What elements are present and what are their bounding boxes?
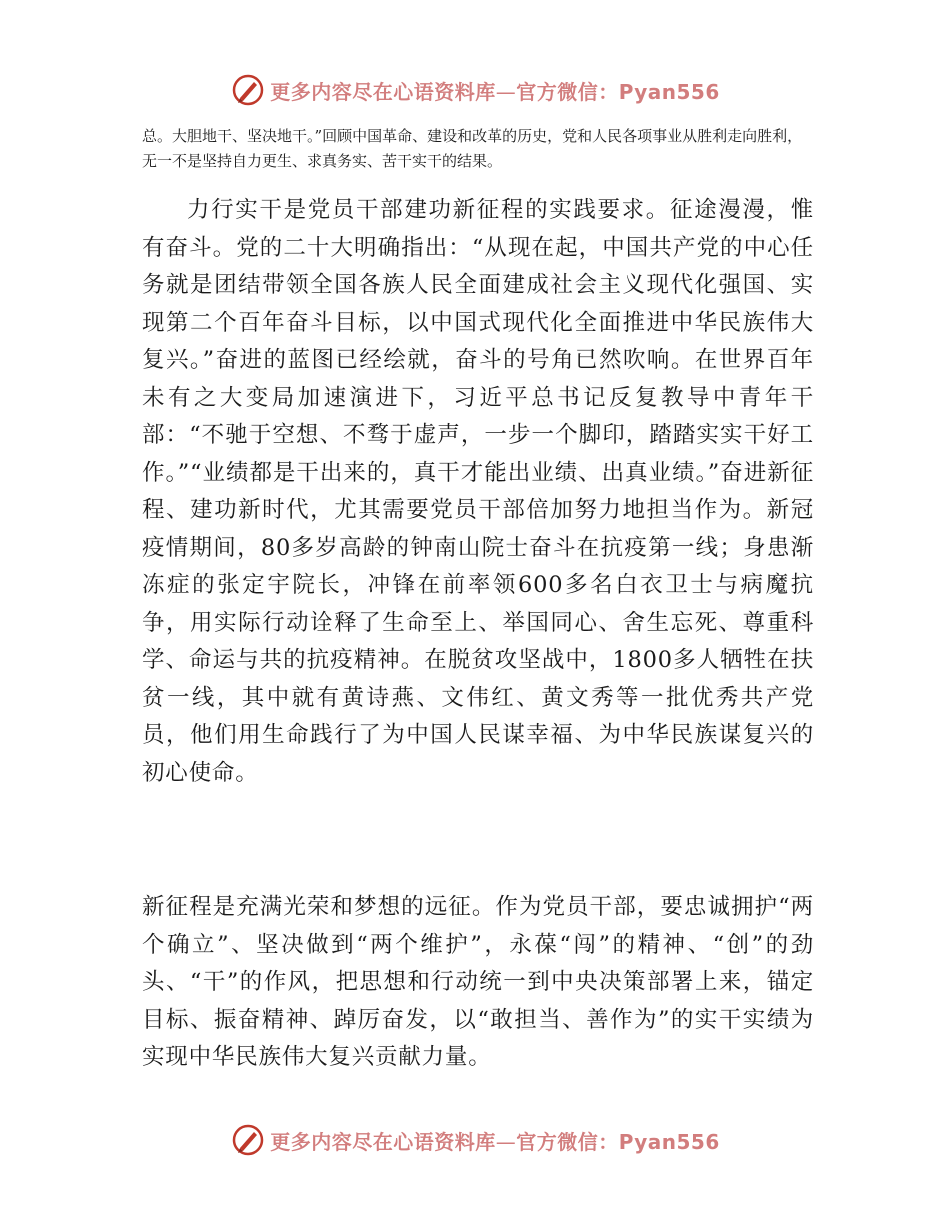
header-banner [0, 70, 950, 110]
pen-logo-icon [230, 72, 266, 108]
paragraph-intro: 总。大胆地干、坚决地干。”回顾中国革命、建设和改革的历史，党和人民各项事业从胜利走向胜利，无一不是坚持自力更生、求真务实、苦干实干的结果。 [142, 127, 803, 170]
pen-logo-icon [230, 1122, 266, 1158]
banner-title: 更多内容尽在心语资料库—官方微信：Pyan556 [270, 79, 720, 104]
banner-title: 更多内容尽在心语资料库—官方微信：Pyan556 [270, 1129, 720, 1154]
paragraph-practice: 力行实干是党员干部建功新征程的实践要求。征途漫漫，惟有奋斗。党的二十大明确指出：“从现在起，中国共产党的中心任务就是团结带领全国各族人民全面建成社会主义现代化强国、实现第二个百年奋斗目标，以中国式现代化全面推进中华民族伟大复兴。”奋进的蓝图已经绘就，奋斗的号角已然吹响。在世界百年未有之大变局加速演进下，习近平总书记反复教导中青年干部：“不驰于空想、不骛于虚声，一步一个脚印，踏踏实实干好工作。”“业绩都是干出来的，真干才能出业绩、出真业绩。”奋进新征程、建功新时代，尤其需要党员干部倍加努力地担当作为。新冠疫情期间，80多岁高龄的钟南山院士奋斗在抗疫第一线；身患渐冻症的张定宇院长，冲锋在前率领600多名白衣卫士与病魔抗争，用实际行动诠释了生命至上、举国同心、舍生忘死、尊重科学、命运与共的抗疫精神。在脱贫攻坚战中，1800多人牺牲在扶贫一线，其中就有黄诗燕、文伟红、黄文秀等一批优秀共产党员，他们用生命践行了为中国人民谋幸福、为中华民族谋复兴的初心使命。 [142, 197, 814, 786]
paragraph-new-journey: 新征程是充满光荣和梦想的远征。作为党员干部，要忠诚拥护“两个确立”、坚决做到“两个维护”，永葆“闯”的精神、“创”的劲头、“干”的作风，把思想和行动统一到中央决策部署上来，锚定目标、振奋精神、踔厉奋发，以“敢担当、善作为”的实干实绩为实现中华民族伟大复兴贡献力量。 [142, 894, 814, 1070]
footer-banner [0, 1120, 950, 1160]
